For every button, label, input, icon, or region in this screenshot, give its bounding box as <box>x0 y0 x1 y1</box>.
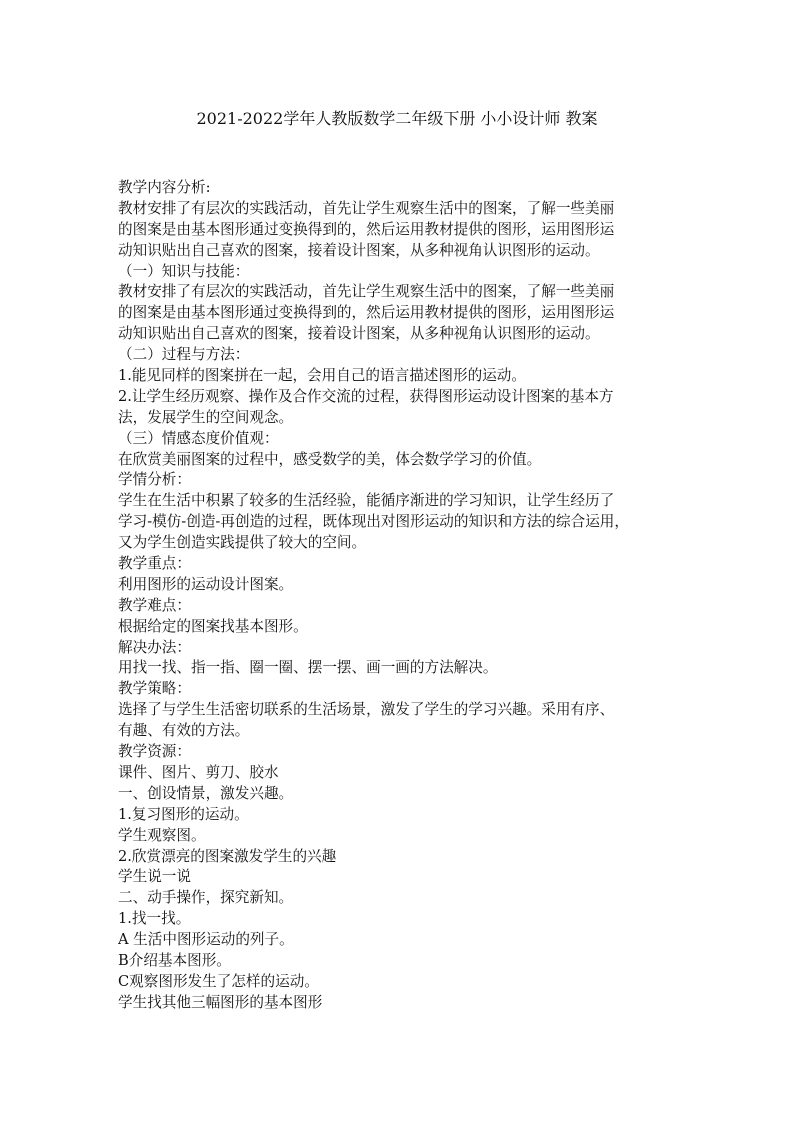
text-line: A 生活中图形运动的列子。 <box>118 931 294 949</box>
text-line: 的图案是由基本图形通过变换得到的，然后运用教材提供的图形，运用图形运 <box>118 304 615 322</box>
text-line: （二）过程与方法： <box>118 346 250 364</box>
text-line: 解决办法： <box>118 638 191 656</box>
text-line: 有趣、有效的方法。 <box>118 722 250 740</box>
text-line: 教材安排了有层次的实践活动，首先让学生观察生活中的图案，了解一些美丽 <box>118 199 615 217</box>
text-line: （三）情感态度价值观： <box>118 429 279 447</box>
text-line: 1.复习图形的运动。 <box>118 805 249 823</box>
document-title: 2021-2022学年人教版数学二年级下册 小小设计师 教案 <box>196 109 598 128</box>
text-line: 1.能见同样的图案拼在一起，会用自己的语言描述图形的运动。 <box>118 367 526 385</box>
text-line: 教学内容分析: <box>118 179 211 196</box>
text-line: 学习-模仿-创造-再创造的过程，既体现出对图形运动的知识和方法的综合运用， <box>118 513 629 531</box>
text-line: 教材安排了有层次的实践活动，首先让学生观察生活中的图案，了解一些美丽 <box>118 283 615 301</box>
text-line: 学生在生活中积累了较多的生活经验，能循序渐进的学习知识，让学生经历了 <box>118 492 615 510</box>
text-line: 教学重点： <box>118 555 191 573</box>
text-line: C观察图形发生了怎样的运动。 <box>118 972 319 990</box>
text-line: 学生找其他三幅图形的基本图形 <box>118 993 323 1011</box>
text-line: 课件、图片、剪刀、胶水 <box>118 763 279 781</box>
text-line: 教学难点： <box>118 596 191 614</box>
text-line: 动知识贴出自己喜欢的图案，接着设计图案，从多种视角认识图形的运动。 <box>118 325 600 343</box>
text-line: 学生观察图。 <box>118 826 206 844</box>
document-body <box>118 178 684 1014</box>
text-line: 又为学生创造实践提供了较大的空间。 <box>118 534 367 552</box>
text-line: （一）知识与技能： <box>118 262 250 280</box>
text-line: B介绍基本图形。 <box>118 951 231 969</box>
text-line: 用找一找、指一指、圈一圈、摆一摆、画一画的方法解决。 <box>118 659 498 677</box>
text-line: 2.欣赏漂亮的图案激发学生的兴趣 <box>118 847 337 865</box>
text-line: 学情分析： <box>118 471 191 489</box>
text-line: 在欣赏美丽图案的过程中，感受数学的美，体会数学学习的价值。 <box>118 450 542 468</box>
text-line: 1.找一找。 <box>118 910 191 928</box>
text-line: 的图案是由基本图形通过变换得到的，然后运用教材提供的图形，运用图形运 <box>118 220 615 238</box>
text-line: 一、创设情景，激发兴趣。 <box>118 784 294 802</box>
text-line: 学生说一说 <box>118 868 191 886</box>
text-line: 教学策略： <box>118 680 191 698</box>
text-line: 动知识贴出自己喜欢的图案，接着设计图案，从多种视角认识图形的运动。 <box>118 241 600 259</box>
text-line: 2.让学生经历观察、操作及合作交流的过程，获得图形运动设计图案的基本方 <box>118 387 614 405</box>
text-line: 选择了与学生生活密切联系的生活场景，激发了学生的学习兴趣。采用有序、 <box>118 701 615 719</box>
text-line: 利用图形的运动设计图案。 <box>118 575 294 593</box>
text-line: 教学资源： <box>118 743 191 761</box>
text-line: 法，发展学生的空间观念。 <box>118 408 294 426</box>
text-line: 根据给定的图案找基本图形。 <box>118 617 308 635</box>
text-line: 二、动手操作，探究新知。 <box>118 889 294 907</box>
